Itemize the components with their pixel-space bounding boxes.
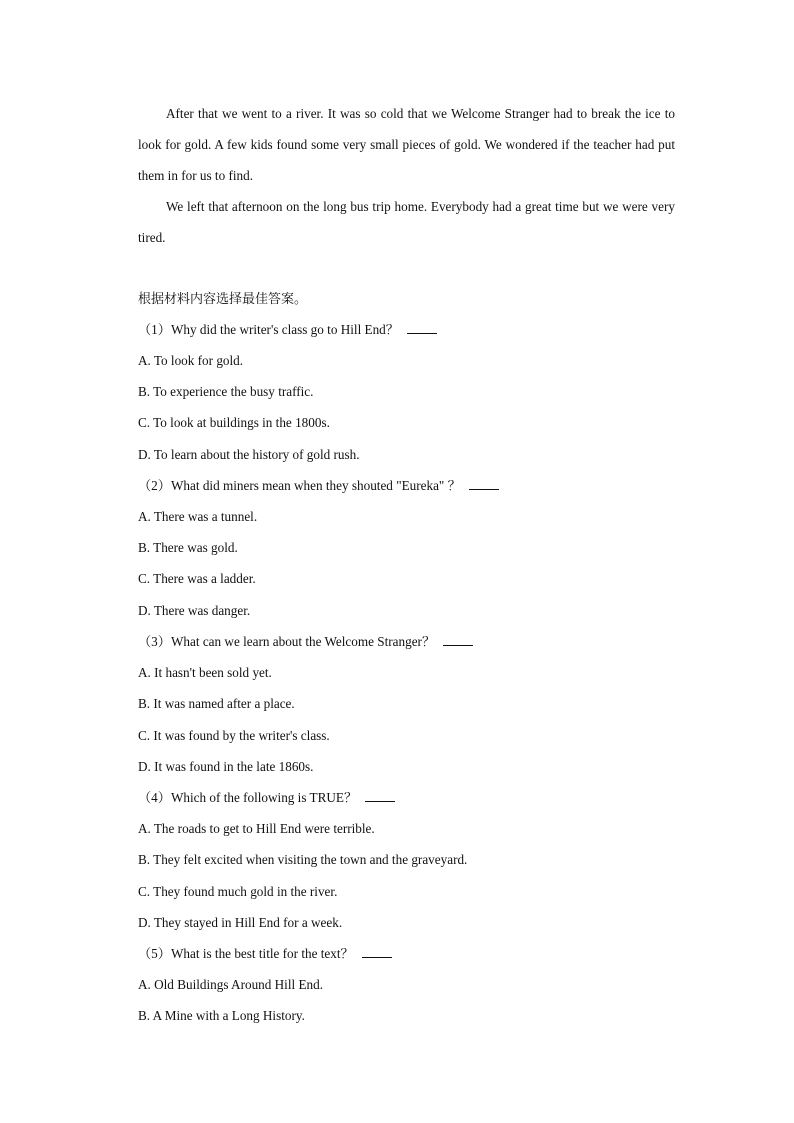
answer-blank-5[interactable] [362,945,392,958]
question-2-stem: （2）What did miners mean when they shouted "Eureka" ？ [138,478,461,493]
q3-option-d: D. It was found in the late 1860s. [138,759,314,774]
question-2 [138,477,499,495]
question-5 [138,945,392,963]
q1-option-d: D. To learn about the history of gold rush. [138,447,360,462]
answer-blank-1[interactable] [407,321,437,334]
question-1-stem: （1）Why did the writer's class go to Hill End？ [138,322,399,337]
answer-blank-4[interactable] [365,789,395,802]
q5-option-a: A. Old Buildings Around Hill End. [138,977,323,992]
question-5-stem: （5）What is the best title for the text？ [138,946,354,961]
question-4-stem: （4）Which of the following is TRUE？ [138,790,358,805]
q1-option-c: C. To look at buildings in the 1800s. [138,415,330,430]
q3-option-a: A. It hasn't been sold yet. [138,665,272,680]
q4-option-d: D. They stayed in Hill End for a week. [138,915,343,930]
q2-option-b: B. There was gold. [138,540,238,555]
q2-option-c: C. There was a ladder. [138,571,256,586]
answer-blank-2[interactable] [469,477,499,490]
q2-option-d: D. There was danger. [138,603,251,618]
q5-option-b: B. A Mine with a Long History. [138,1008,305,1023]
question-3-stem: （3）What can we learn about the Welcome Stranger？ [138,634,436,649]
passage-paragraph-1: After that we went to a river. It was so cold that we Welcome Stranger had to break the ice to look for gold. A few kids found some very small pieces of gold. We wondered if the teacher had put them in for us to find. [138,106,675,183]
question-1 [138,321,437,339]
q3-option-b: B. It was named after a place. [138,696,295,711]
question-4 [138,789,395,807]
q4-option-a: A. The roads to get to Hill End were terrible. [138,821,375,836]
question-3 [138,633,473,651]
answer-blank-3[interactable] [443,633,473,646]
q2-option-a: A. There was a tunnel. [138,509,258,524]
q1-option-b: B. To experience the busy traffic. [138,384,314,399]
passage-paragraph-2: We left that afternoon on the long bus trip home. Everybody had a great time but we were very tired. [138,199,675,245]
q4-option-c: C. They found much gold in the river. [138,884,338,899]
q4-option-b: B. They felt excited when visiting the town and the graveyard. [138,852,468,867]
instruction-text: 根据材料内容选择最佳答案。 [138,292,308,307]
q1-option-a: A. To look for gold. [138,353,244,368]
q3-option-c: C. It was found by the writer's class. [138,728,330,743]
